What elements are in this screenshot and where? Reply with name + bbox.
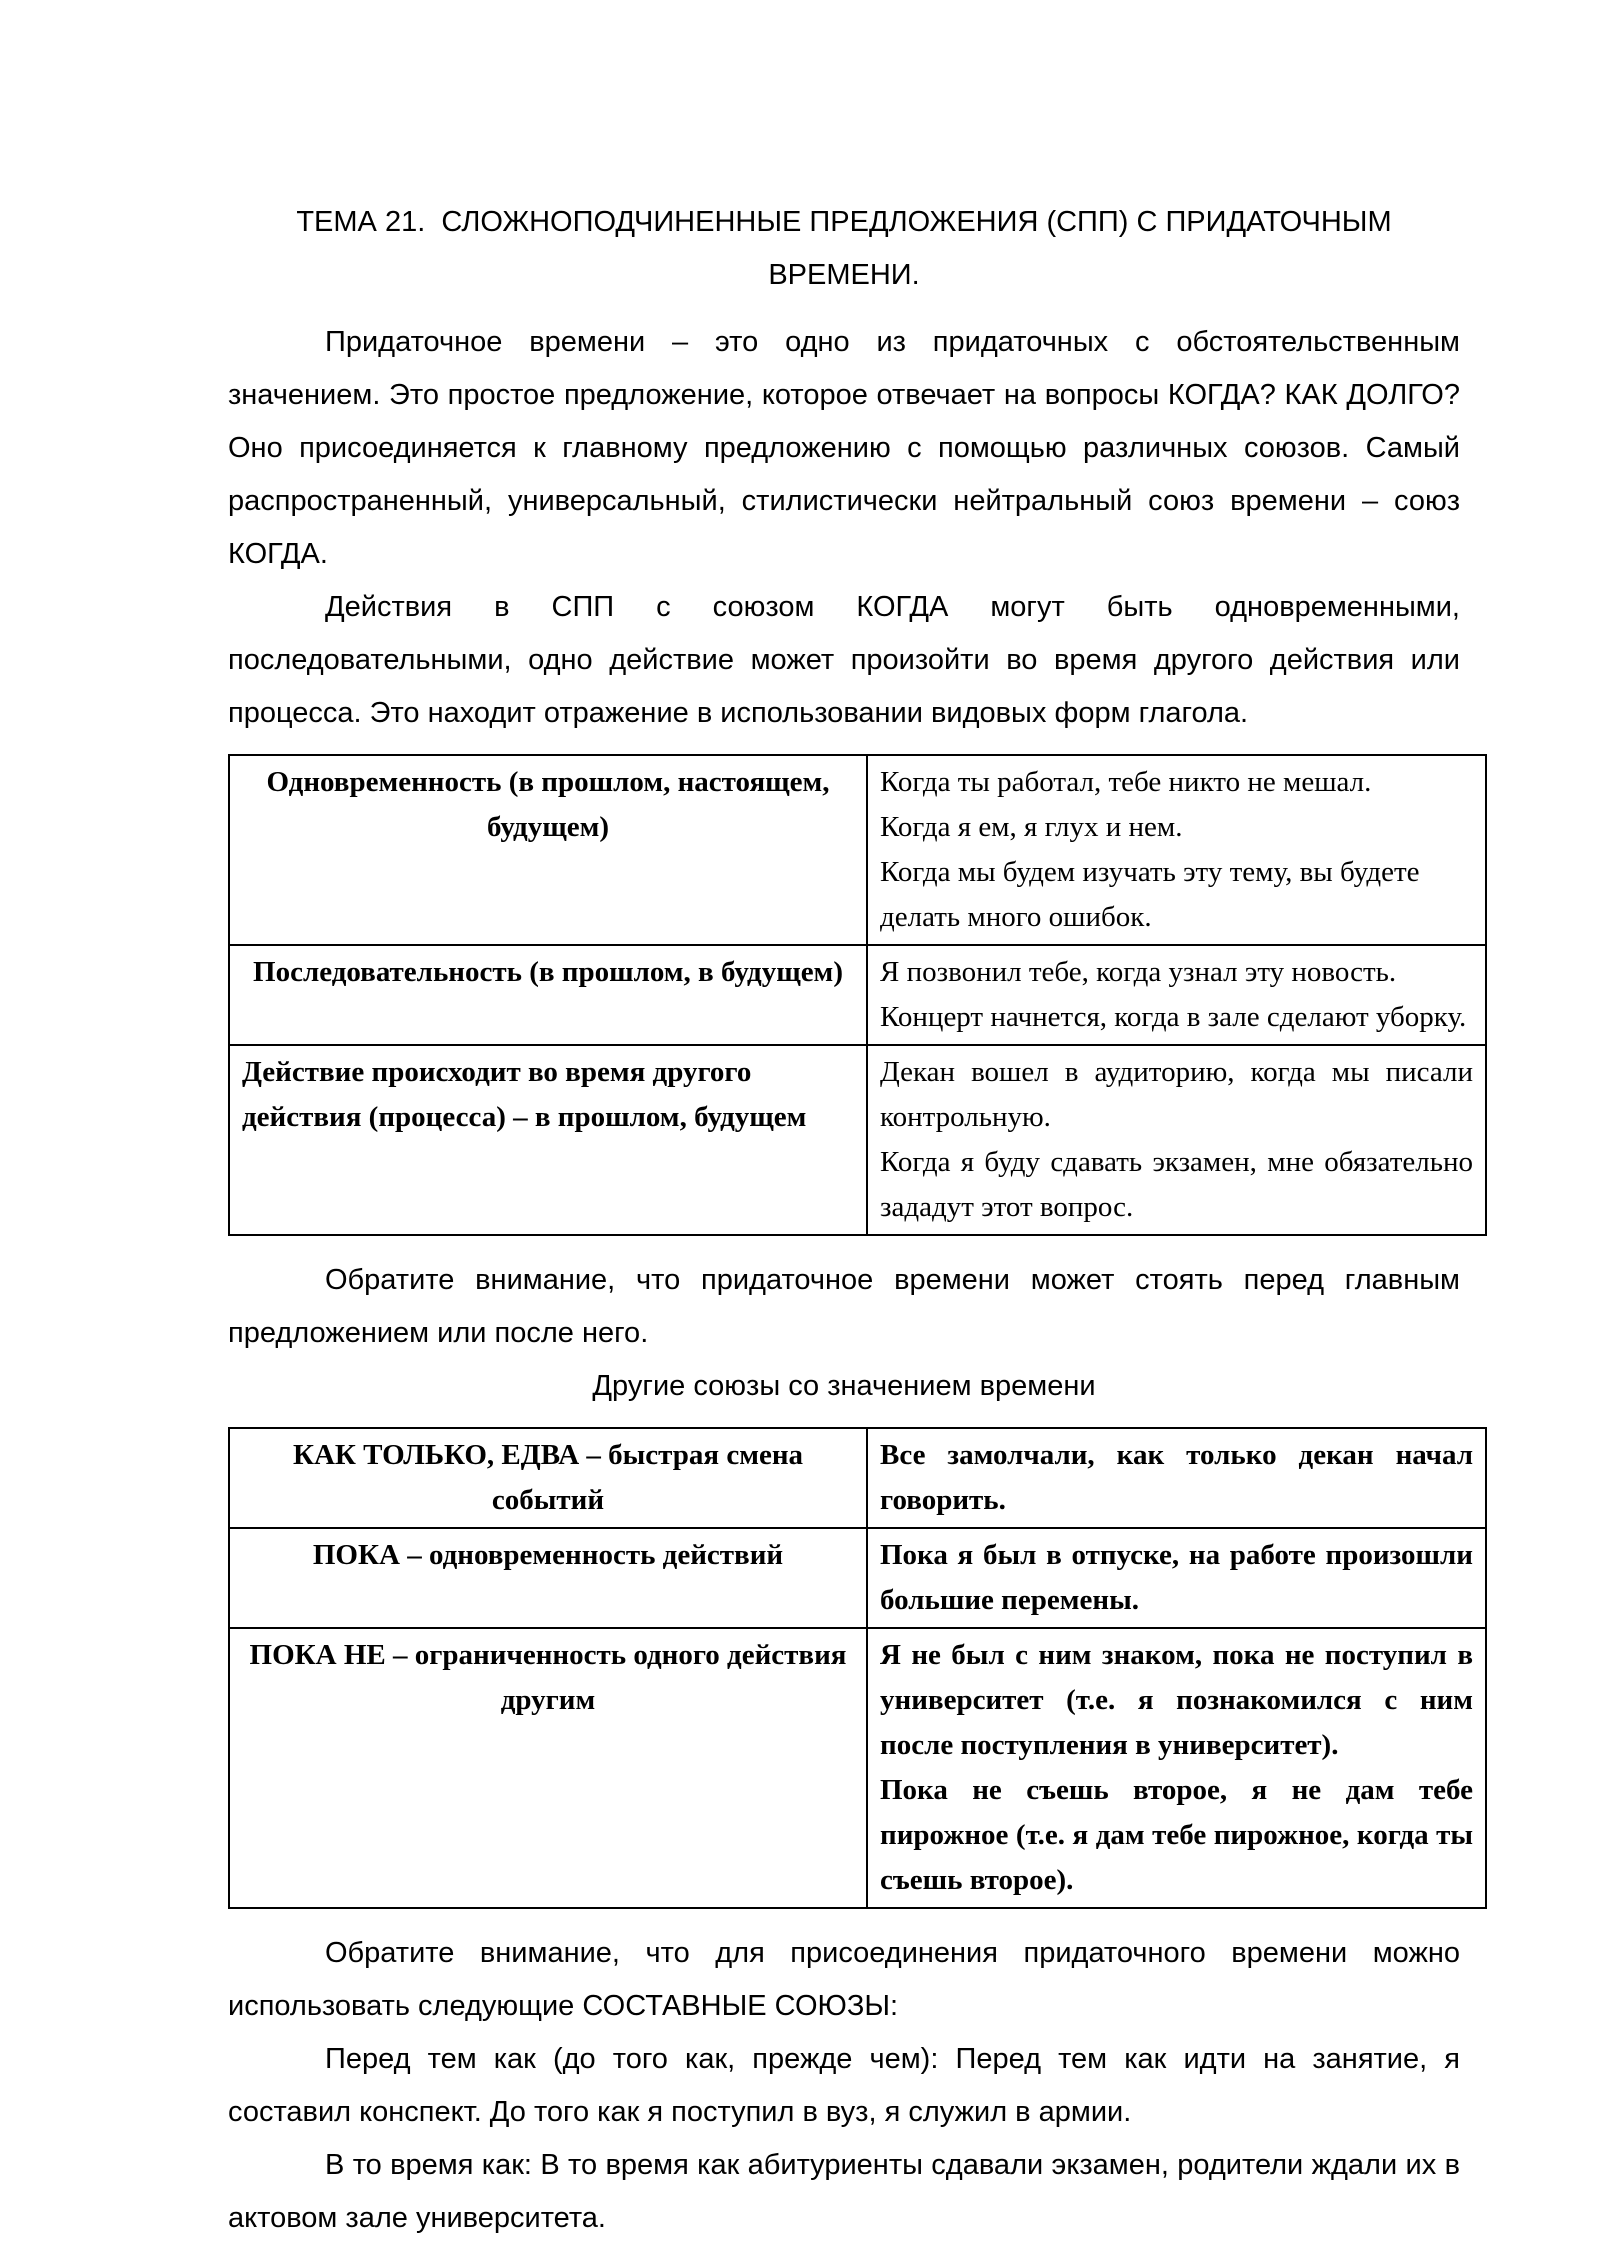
table-row: [229, 1528, 1486, 1628]
paragraph-compound-1: Перед тем как (до того как, прежде чем): Перед тем как идти на занятие, я составил конспект. До того как я поступил в вуз, я служил в армии.: [228, 2043, 1460, 2128]
rule-cell: Последовательность (в прошлом, в будущем): [229, 945, 867, 1045]
example-sentence: Я не был с ним знаком, пока не поступил в университет (т.е. я познакомился с ним после поступления в университет).: [880, 1639, 1473, 1761]
example-sentence: Концерт начнется, когда в зале сделают уборку.: [880, 1001, 1467, 1033]
examples-cell: [867, 755, 1486, 945]
table-row: [229, 1428, 1486, 1528]
rule-cell: Одновременность (в прошлом, настоящем, будущем): [229, 755, 867, 945]
examples-cell: [867, 1628, 1486, 1908]
examples-cell: [867, 1045, 1486, 1235]
rule-cell: КАК ТОЛЬКО, ЕДВА – быстрая смена событий: [229, 1428, 867, 1528]
example-sentence: Когда мы будем изучать эту тему, вы будете делать много ошибок.: [880, 856, 1420, 933]
table-row: [229, 1628, 1486, 1908]
example-sentence: Когда я буду сдавать экзамен, мне обязательно зададут этот вопрос.: [880, 1146, 1473, 1223]
paragraph-intro-1: Придаточное времени – это одно из придаточных с обстоятельственным значением. Это простое предложение, которое отвечает на вопросы КОГДА? КАК ДОЛГО? Оно присоединяется к главному предложению с помощью различных союзов. Самый распространенный, универсальный, стилистически нейтральный союз времени – союз КОГДА.: [228, 326, 1460, 570]
table-kogda-usage: [228, 754, 1487, 1236]
rule-cell: ПОКА – одновременность действий: [229, 1528, 867, 1628]
examples-cell: [867, 1428, 1486, 1528]
examples-cell: [867, 945, 1486, 1045]
note-paragraph-1: Обратите внимание, что придаточное времени может стоять перед главным предложением или после него.: [228, 1264, 1460, 1349]
section-subheading: Другие союзы со значением времени: [592, 1370, 1096, 1402]
example-sentence: Я позвонил тебе, когда узнал эту новость.: [880, 956, 1397, 988]
example-sentence: Пока не съешь второе, я не дам тебе пирожное (т.е. я дам тебе пирожное, когда ты съешь второе).: [880, 1774, 1473, 1896]
example-sentence: Когда ты работал, тебе никто не мешал.: [880, 766, 1372, 798]
examples-cell: [867, 1528, 1486, 1628]
table-row: [229, 945, 1486, 1045]
example-sentence: Когда я ем, я глух и нем.: [880, 811, 1183, 843]
table-other-conjunctions: [228, 1427, 1487, 1909]
example-sentence: Пока я был в отпуске, на работе произошли большие перемены.: [880, 1539, 1473, 1616]
page-title: ТЕМА 21. СЛОЖНОПОДЧИНЕННЫЕ ПРЕДЛОЖЕНИЯ (СПП) С ПРИДАТОЧНЫМ ВРЕМЕНИ.: [296, 206, 1400, 291]
note-paragraph-2: Обратите внимание, что для присоединения придаточного времени можно использовать следующие СОСТАВНЫЕ СОЮЗЫ:: [228, 1937, 1460, 2022]
paragraph-compound-2: В то время как: В то время как абитуриенты сдавали экзамен, родители ждали их в актовом зале университета.: [228, 2149, 1460, 2234]
rule-cell: Действие происходит во время другого действия (процесса) – в прошлом, будущем: [229, 1045, 867, 1235]
rule-cell: ПОКА НЕ – ограниченность одного действия другим: [229, 1628, 867, 1908]
example-sentence: Все замолчали, как только декан начал говорить.: [880, 1439, 1473, 1516]
example-sentence: Декан вошел в аудиторию, когда мы писали контрольную.: [880, 1056, 1473, 1133]
paragraph-intro-2: Действия в СПП с союзом КОГДА могут быть одновременными, последовательными, одно действие может произойти во время другого действия или процесса. Это находит отражение в использовании видовых форм глагола.: [228, 591, 1460, 729]
table-row: [229, 1045, 1486, 1235]
table-row: [229, 755, 1486, 945]
